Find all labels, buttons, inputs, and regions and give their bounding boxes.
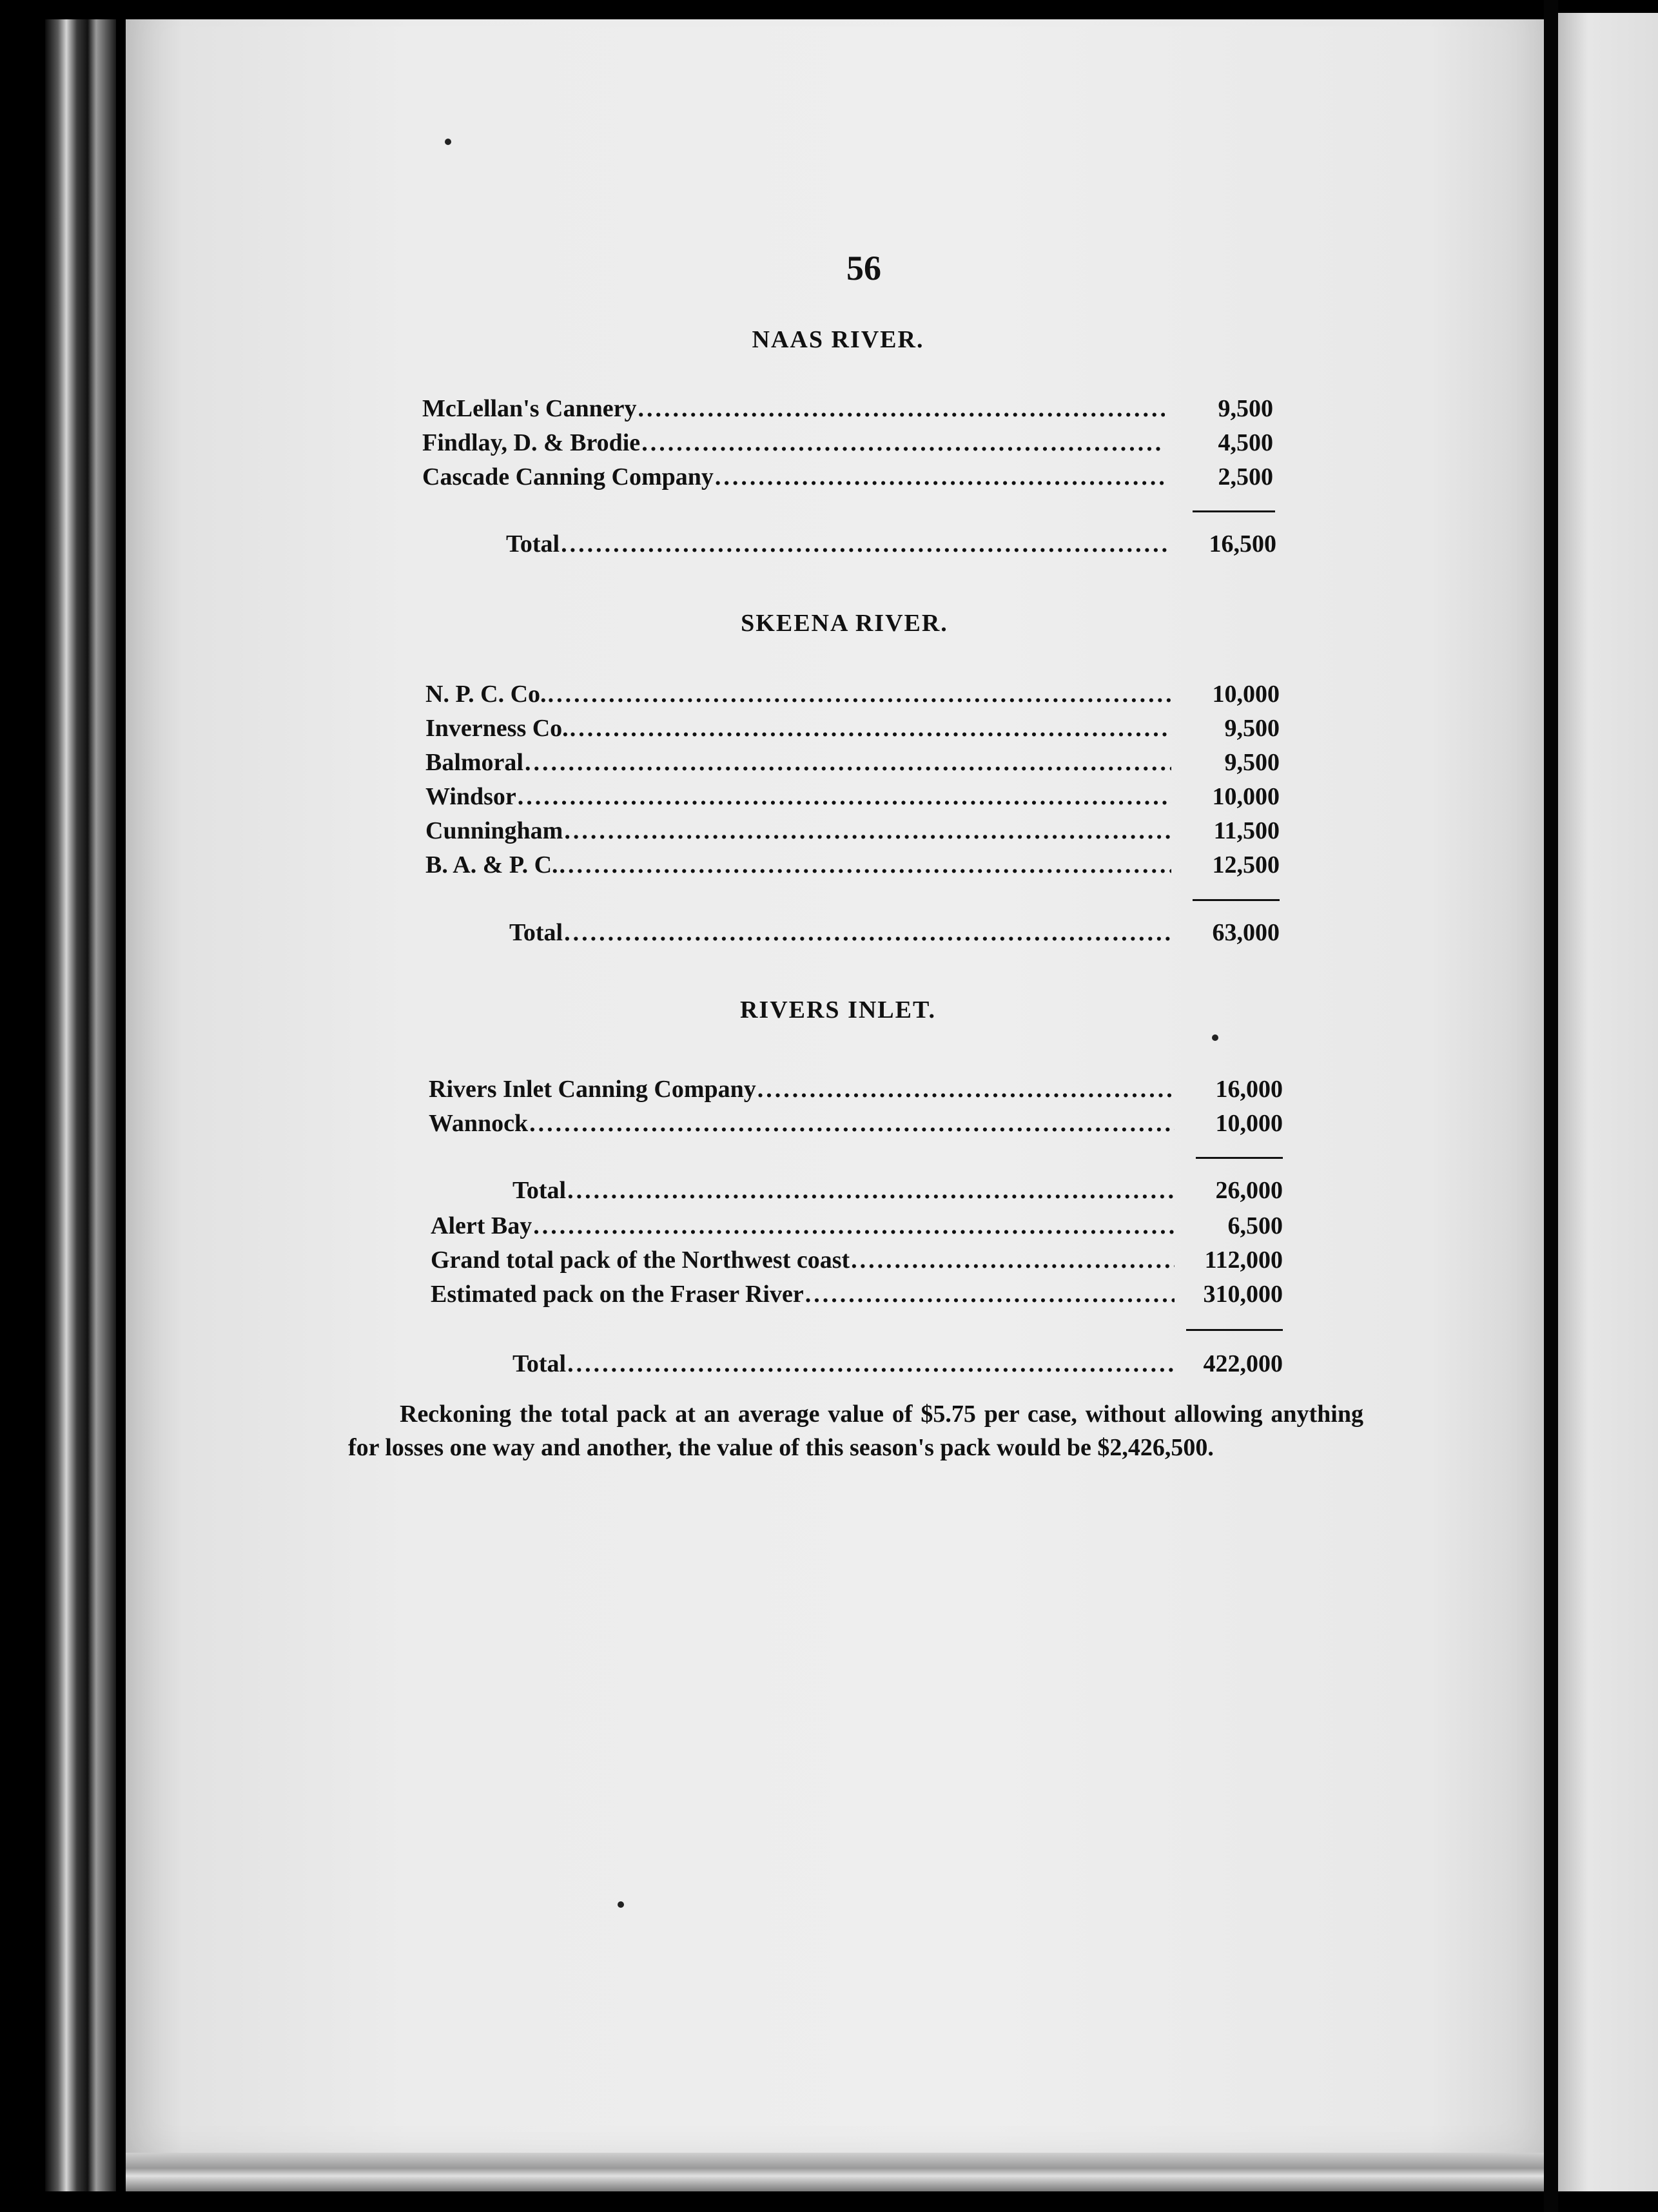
total-row [506,530,1276,562]
table-row [422,463,1273,495]
dot-leader [564,918,1171,947]
row-label: McLellan's Cannery [422,395,637,422]
row-value: 10,000 [1212,681,1280,708]
subtotal-rule [1193,510,1275,512]
dot-leader [548,680,1171,708]
row-value: 112,000 [1204,1247,1283,1274]
book-binding-edge [45,19,116,2191]
row-value: 9,500 [1218,395,1273,422]
facing-page-edge [1558,13,1658,2191]
dot-leader [757,1075,1175,1103]
total-label: Total [512,1177,567,1204]
dot-leader [529,1109,1175,1138]
total-label: Total [512,1350,567,1377]
row-label: N. P. C. Co. [425,681,547,708]
row-label: Inverness Co. [425,715,569,742]
subtotal-rule [1186,1329,1283,1331]
table-row [431,1280,1283,1312]
table-row [429,1109,1283,1141]
dot-leader [805,1280,1175,1308]
dot-leader [638,394,1165,423]
row-label: B. A. & P. C. [425,851,558,878]
dot-leader [570,714,1171,742]
dot-leader [564,817,1171,845]
ink-speck [1212,1034,1218,1041]
table-row [422,429,1273,461]
dot-leader [567,1176,1175,1205]
row-value: 6,500 [1227,1212,1283,1239]
total-row [512,1350,1283,1382]
total-value: 422,000 [1203,1350,1283,1377]
row-label: Rivers Inlet Canning Company [429,1076,756,1103]
row-value: 11,500 [1213,817,1280,844]
total-row [512,1176,1283,1208]
total-label: Total [506,530,560,558]
total-value: 63,000 [1212,919,1280,946]
row-value: 4,500 [1218,429,1273,456]
table-row [425,680,1280,712]
row-label: Balmoral [425,749,523,776]
row-value: 310,000 [1203,1281,1283,1308]
total-value: 16,500 [1209,530,1276,558]
table-row [425,714,1280,746]
total-label: Total [509,919,563,946]
row-value: 16,000 [1215,1076,1283,1103]
row-label: Grand total pack of the Northwest coast [431,1247,850,1274]
row-value: 9,500 [1224,749,1280,776]
row-value: 10,000 [1212,783,1280,810]
section-heading-skeena-river: SKEENA RIVER. [741,610,948,637]
section-heading-naas-river: NAAS RIVER. [752,326,924,353]
subtotal-rule [1196,1157,1283,1159]
dot-leader [525,748,1171,777]
table-row [429,1075,1283,1107]
page-gutter [1544,0,1558,2212]
row-value: 12,500 [1212,851,1280,878]
table-row [431,1246,1283,1278]
total-row [509,918,1280,951]
dot-leader [851,1246,1175,1274]
row-label: Estimated pack on the Fraser River [431,1281,804,1308]
ink-speck [618,1901,624,1908]
dot-leader [641,429,1165,457]
row-label: Cascade Canning Company [422,463,714,490]
row-value: 2,500 [1218,463,1273,490]
table-row [431,1212,1283,1244]
table-row [422,394,1273,427]
row-label: Cunningham [425,817,563,844]
section-heading-rivers-inlet: RIVERS INLET. [739,996,937,1024]
row-value: 10,000 [1215,1110,1283,1137]
row-label: Alert Bay [431,1212,532,1239]
dot-leader [560,851,1171,879]
table-row [425,851,1280,883]
table-row [425,748,1280,781]
dot-leader [567,1350,1175,1378]
closing-paragraph: Reckoning the total pack at an average value of $5.75 per case, without allowing anything for losses one way and another, the value of this season's pack would be $2,426,500. [348,1401,1363,1461]
subtotal-rule [1193,899,1280,901]
table-row [425,782,1280,815]
row-label: Wannock [429,1110,529,1137]
total-value: 26,000 [1215,1177,1283,1204]
row-label: Findlay, D. & Brodie [422,429,641,456]
row-label: Windsor [425,783,516,810]
row-value: 9,500 [1224,715,1280,742]
dot-leader [715,463,1165,491]
page-bottom-edge [126,2153,1544,2191]
dot-leader [533,1212,1175,1240]
dot-leader [561,530,1168,558]
ink-speck [445,139,451,145]
page-number: 56 [846,249,881,287]
dot-leader [518,782,1171,811]
table-row [425,817,1280,849]
